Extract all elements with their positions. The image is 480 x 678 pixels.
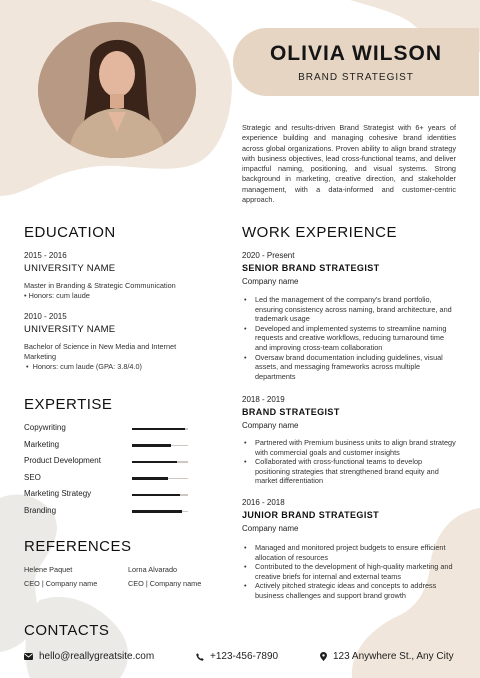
job-title: BRAND STRATEGIST	[242, 407, 340, 417]
education-honor: • Honors: cum laude	[24, 291, 90, 300]
skill-label: Copywriting	[24, 423, 66, 432]
job-years: 2018 - 2019	[242, 395, 285, 404]
skill-level-fill	[132, 444, 171, 447]
skill-label: Marketing Strategy	[24, 489, 92, 498]
job-bullets	[244, 295, 456, 381]
skill-label: Marketing	[24, 439, 60, 449]
education-years: 2010 - 2015	[24, 312, 67, 321]
phone-text: +123-456-7890	[210, 651, 279, 662]
skill-level-fill	[132, 428, 185, 431]
work-heading: WORK EXPERIENCE	[242, 224, 398, 241]
job-bullet: • Partnered with Premium business units to align brand strategy with commercial goals and customer insights	[244, 438, 456, 457]
skill-label: Product Development	[24, 456, 101, 465]
skill-level-bar	[132, 445, 188, 447]
reference-name: Lorna Alvarado	[128, 565, 178, 574]
skill-level-bar	[132, 478, 188, 480]
person-name: OLIVIA WILSON	[269, 41, 443, 65]
skill-level-fill	[132, 494, 180, 497]
education-years: 2015 - 2016	[24, 251, 67, 260]
reference-role: CEO | Company name	[128, 579, 202, 588]
job-bullets	[244, 438, 456, 486]
job-bullet: • Developed and implemented systems to streamline naming requests and creative workflows, reducing turnaround time and improving cross-team collaboration	[244, 324, 456, 353]
skill-level-fill	[132, 461, 177, 464]
reference-role: CEO | Company name	[24, 579, 98, 588]
education-school: UNIVERSITY NAME	[24, 263, 116, 274]
education-school: UNIVERSITY NAME	[24, 324, 116, 335]
job-company: Company name	[242, 421, 299, 430]
job-bullet: • Collaborated with cross-functional teams to develop positioning strategies that strengthened brand equity and market differentiation	[244, 457, 456, 486]
skill-level-bar	[132, 511, 188, 513]
job-bullet: • Oversaw brand documentation including guidelines, visual assets, and messaging frameworks across multiple departments	[244, 353, 456, 382]
skill-label: Branding	[24, 505, 57, 515]
job-title: SENIOR BRAND STRATEGIST	[242, 263, 380, 273]
address-text: 123 Anywhere St., Any City	[333, 651, 454, 662]
bullet-glyph: •	[26, 362, 33, 371]
skill-level-bar	[132, 494, 188, 496]
profile-summary: Strategic and results-driven Brand Strategist with 6+ years of experience building and managing cohesive brand identities across global organizations. Proven ability to align brand strategy with business objectives, lead cross-functional teams, and deliver impactful naming, positioning, and visual systems. Strong background in marketing, creative direction, and stakeholder management, with a data-informed and customer-centric approach.	[242, 123, 456, 205]
job-years: 2020 - Present	[242, 251, 295, 260]
education-heading: EDUCATION	[24, 224, 116, 241]
job-bullets	[244, 543, 456, 601]
job-company: Company name	[242, 524, 299, 533]
job-bullet: • Managed and monitored project budgets to ensure efficient allocation of resources	[244, 543, 456, 562]
name-banner	[233, 28, 479, 96]
contact-email[interactable]	[24, 651, 154, 662]
contact-phone[interactable]	[196, 651, 278, 662]
skill-level-fill	[132, 477, 168, 480]
references-heading: REFERENCES	[24, 538, 132, 555]
expertise-heading: EXPERTISE	[24, 396, 113, 413]
job-title: JUNIOR BRAND STRATEGIST	[242, 510, 380, 520]
email-text: hello@reallygreatsite.com	[39, 651, 155, 662]
email-icon	[24, 653, 33, 660]
job-bullet: • Led the management of the company's brand portfolio, ensuring consistency across naming, brand architecture, and trademark usage	[244, 295, 456, 324]
skill-level-fill	[132, 510, 182, 513]
job-years: 2016 - 2018	[242, 498, 285, 507]
contact-address[interactable]	[320, 651, 454, 662]
job-company: Company name	[242, 277, 299, 286]
person-role: BRAND STRATEGIST	[298, 71, 414, 83]
location-pin-icon	[320, 652, 327, 661]
skill-label: SEO	[24, 472, 41, 482]
skill-level-bar	[132, 428, 188, 430]
education-honor-row	[26, 362, 142, 372]
job-bullet: • Actively pitched strategic ideas and concepts to address business challenges and support brand growth	[244, 581, 456, 600]
education-degree: Bachelor of Science in New Media and Internet Marketing	[24, 342, 177, 361]
education-honor: Honors: cum laude (GPA: 3.8/4.0)	[32, 362, 142, 371]
contacts-heading: CONTACTS	[24, 622, 110, 639]
profile-photo	[38, 22, 196, 158]
phone-icon	[196, 653, 204, 661]
education-degree: Master in Branding & Strategic Communication	[24, 281, 176, 290]
job-bullet: • Contributed to the development of high-quality marketing and creative briefs for internal and external teams	[244, 562, 456, 581]
reference-name: Helene Paquet	[24, 565, 73, 574]
skill-level-bar	[132, 461, 188, 463]
